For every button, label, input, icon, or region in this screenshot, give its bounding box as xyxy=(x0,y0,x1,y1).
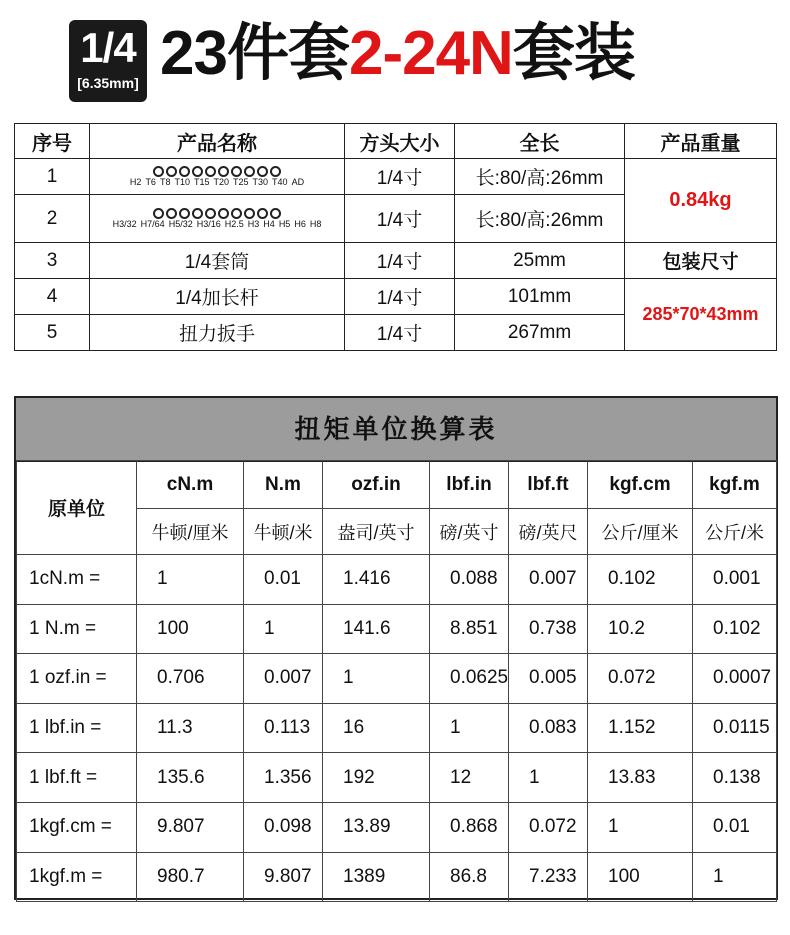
bit-ring-icon xyxy=(270,166,281,177)
product-name: 扭力扳手 xyxy=(90,315,345,351)
conversion-value: 0.0625 xyxy=(430,654,509,704)
conversion-row xyxy=(17,802,777,852)
unit-symbol: lbf.in xyxy=(430,461,509,509)
bit-ring-icon xyxy=(153,166,164,177)
unit-symbol: N.m xyxy=(244,461,323,509)
conversion-value: 9.807 xyxy=(137,802,244,852)
bit-label: T40 xyxy=(272,177,288,187)
header-cell: 产品名称 xyxy=(90,124,345,159)
unit-chinese-name: 盎司/英寸 xyxy=(323,509,430,555)
conversion-value: 7.233 xyxy=(509,852,588,902)
conversion-value: 0.01 xyxy=(244,555,323,605)
conversion-value: 0.083 xyxy=(509,703,588,753)
drive-size: 1/4寸 xyxy=(345,315,455,351)
unit-symbol: kgf.cm xyxy=(588,461,693,509)
bit-ring-icon xyxy=(166,166,177,177)
torque-conversion-panel xyxy=(14,396,778,900)
table-row xyxy=(15,159,777,195)
conversion-value: 1.356 xyxy=(244,753,323,803)
drive-size: 1/4寸 xyxy=(345,195,455,243)
bit-labels xyxy=(90,178,344,187)
conversion-value: 192 xyxy=(323,753,430,803)
conversion-value: 1 xyxy=(509,753,588,803)
header-cell: 全长 xyxy=(455,124,625,159)
bit-label: T8 xyxy=(159,177,171,187)
bit-label: H5 xyxy=(278,219,291,229)
conversion-value: 9.807 xyxy=(244,852,323,902)
bit-label: H6 xyxy=(294,219,306,229)
conversion-table-title: 扭矩单位换算表 xyxy=(16,398,776,462)
header-cell: 产品重量 xyxy=(625,124,777,159)
bit-ring-icon xyxy=(166,208,177,219)
conversion-value: 1.152 xyxy=(588,703,693,753)
conversion-value: 1.416 xyxy=(323,555,430,605)
bit-ring-icon xyxy=(153,208,164,219)
torx-bits-cell xyxy=(90,159,345,195)
conversion-value: 1389 xyxy=(323,852,430,902)
conversion-value: 1 xyxy=(430,703,509,753)
conversion-value: 0.01 xyxy=(693,802,777,852)
conversion-value: 0.0115 xyxy=(693,703,777,753)
badge-sub: [6.35mm] xyxy=(77,75,139,91)
bit-ring-icon xyxy=(179,208,190,219)
conversion-value: 0.102 xyxy=(588,555,693,605)
conversion-value: 0.102 xyxy=(693,604,777,654)
bit-ring-icon xyxy=(244,166,255,177)
conversion-row xyxy=(17,555,777,605)
product-name: 1/4加长杆 xyxy=(90,279,345,315)
conversion-value: 10.2 xyxy=(588,604,693,654)
unit-symbol: lbf.ft xyxy=(509,461,588,509)
unit-symbol: ozf.in xyxy=(323,461,430,509)
bit-ring-icon xyxy=(179,166,190,177)
conversion-value: 0.138 xyxy=(693,753,777,803)
bit-ring-icon xyxy=(218,208,229,219)
row-number: 1 xyxy=(15,159,90,195)
unit-chinese-name: 磅/英尺 xyxy=(509,509,588,555)
bit-label: H7/64 xyxy=(140,219,165,229)
package-label: 包装尺寸 xyxy=(625,243,777,279)
conversion-value: 12 xyxy=(430,753,509,803)
title-part-1: 23件套 xyxy=(160,19,349,88)
bit-label: H3 xyxy=(247,219,260,229)
torque-conversion-table xyxy=(16,460,777,902)
conversion-value: 980.7 xyxy=(137,852,244,902)
product-name: 1/4套筒 xyxy=(90,243,345,279)
bit-label: T10 xyxy=(174,177,190,187)
title-part-2: 2-24N xyxy=(348,19,513,88)
bit-label: AD xyxy=(291,177,305,187)
origin-unit-label: 原单位 xyxy=(17,461,137,555)
bit-ring-icon xyxy=(205,208,216,219)
drive-size-badge xyxy=(69,20,147,102)
bit-label: T20 xyxy=(213,177,230,187)
bit-ring-icon xyxy=(231,166,242,177)
unit-chinese-name: 磅/英寸 xyxy=(430,509,509,555)
conversion-value: 0.072 xyxy=(509,802,588,852)
unit-chinese-name: 牛顿/厘米 xyxy=(137,509,244,555)
bit-ring-icon xyxy=(257,208,268,219)
table-row xyxy=(15,279,777,315)
product-table xyxy=(14,123,777,351)
length-value: 101mm xyxy=(455,279,625,315)
row-label: 1 N.m = xyxy=(17,604,137,654)
conversion-row xyxy=(17,604,777,654)
bit-ring-icon xyxy=(192,208,203,219)
length-value: 长:80/高:26mm xyxy=(455,195,625,243)
row-number: 5 xyxy=(15,315,90,351)
conversion-value: 1 xyxy=(588,802,693,852)
table-row xyxy=(15,243,777,279)
bit-ring-icon xyxy=(205,166,216,177)
length-value: 长:80/高:26mm xyxy=(455,159,625,195)
package-size-value: 285*70*43mm xyxy=(625,279,777,351)
conversion-value: 1 xyxy=(693,852,777,902)
conversion-row xyxy=(17,753,777,803)
row-number: 4 xyxy=(15,279,90,315)
conversion-value: 13.83 xyxy=(588,753,693,803)
row-number: 3 xyxy=(15,243,90,279)
bit-icons xyxy=(90,208,344,219)
conversion-value: 135.6 xyxy=(137,753,244,803)
conversion-value: 1 xyxy=(244,604,323,654)
conversion-value: 8.851 xyxy=(430,604,509,654)
conversion-value: 0.868 xyxy=(430,802,509,852)
conversion-value: 0.0007 xyxy=(693,654,777,704)
product-table-header xyxy=(15,124,777,159)
conversion-value: 0.113 xyxy=(244,703,323,753)
header-cell: 方头大小 xyxy=(345,124,455,159)
bit-label: H8 xyxy=(309,219,322,229)
unit-chinese-name: 公斤/米 xyxy=(693,509,777,555)
conversion-value: 0.001 xyxy=(693,555,777,605)
page-header xyxy=(0,0,790,110)
hex-bits-cell xyxy=(90,195,345,243)
bit-ring-icon xyxy=(244,208,255,219)
bit-label: H3/32 xyxy=(112,219,137,229)
bit-icons xyxy=(90,166,344,177)
conversion-value: 86.8 xyxy=(430,852,509,902)
title-part-3: 套装 xyxy=(512,19,635,88)
conversion-value: 0.072 xyxy=(588,654,693,704)
bit-ring-icon xyxy=(231,208,242,219)
conversion-row xyxy=(17,703,777,753)
badge-main: 1/4 xyxy=(80,24,136,71)
bit-label: T15 xyxy=(193,177,210,187)
bit-label: T30 xyxy=(252,177,269,187)
conversion-value: 0.088 xyxy=(430,555,509,605)
bit-ring-icon xyxy=(257,166,268,177)
conversion-row xyxy=(17,654,777,704)
drive-size: 1/4寸 xyxy=(345,159,455,195)
bit-label: H4 xyxy=(263,219,275,229)
conversion-value: 141.6 xyxy=(323,604,430,654)
conversion-value: 0.007 xyxy=(509,555,588,605)
row-label: 1kgf.cm = xyxy=(17,802,137,852)
conversion-value: 0.007 xyxy=(244,654,323,704)
weight-value: 0.84kg xyxy=(625,159,777,243)
bit-label: T6 xyxy=(145,177,156,187)
drive-size: 1/4寸 xyxy=(345,279,455,315)
conversion-value: 11.3 xyxy=(137,703,244,753)
unit-symbol: kgf.m xyxy=(693,461,777,509)
row-label: 1 lbf.ft = xyxy=(17,753,137,803)
header-cell: 序号 xyxy=(15,124,90,159)
conversion-value: 0.098 xyxy=(244,802,323,852)
bit-label: T25 xyxy=(233,177,249,187)
length-value: 25mm xyxy=(455,243,625,279)
unit-chinese-name: 公斤/厘米 xyxy=(588,509,693,555)
row-label: 1kgf.m = xyxy=(17,852,137,902)
conversion-value: 100 xyxy=(588,852,693,902)
conversion-value: 0.706 xyxy=(137,654,244,704)
bit-ring-icon xyxy=(270,208,281,219)
unit-header-row xyxy=(17,461,777,509)
conversion-row xyxy=(17,852,777,902)
bit-ring-icon xyxy=(218,166,229,177)
length-value: 267mm xyxy=(455,315,625,351)
bit-label: H3/16 xyxy=(196,219,221,229)
conversion-value: 16 xyxy=(323,703,430,753)
conversion-value: 1 xyxy=(323,654,430,704)
bit-ring-icon xyxy=(192,166,203,177)
bit-label: H5/32 xyxy=(168,219,193,229)
unit-chinese-name: 牛顿/米 xyxy=(244,509,323,555)
unit-symbol: cN.m xyxy=(137,461,244,509)
conversion-value: 13.89 xyxy=(323,802,430,852)
drive-size: 1/4寸 xyxy=(345,243,455,279)
conversion-value: 1 xyxy=(137,555,244,605)
bit-label: H2.5 xyxy=(224,219,244,229)
row-label: 1cN.m = xyxy=(17,555,137,605)
page-title xyxy=(160,14,635,94)
bit-label: H2 xyxy=(129,177,142,187)
bit-labels xyxy=(90,220,344,229)
row-label: 1 ozf.in = xyxy=(17,654,137,704)
conversion-value: 100 xyxy=(137,604,244,654)
row-label: 1 lbf.in = xyxy=(17,703,137,753)
conversion-value: 0.005 xyxy=(509,654,588,704)
row-number: 2 xyxy=(15,195,90,243)
conversion-value: 0.738 xyxy=(509,604,588,654)
